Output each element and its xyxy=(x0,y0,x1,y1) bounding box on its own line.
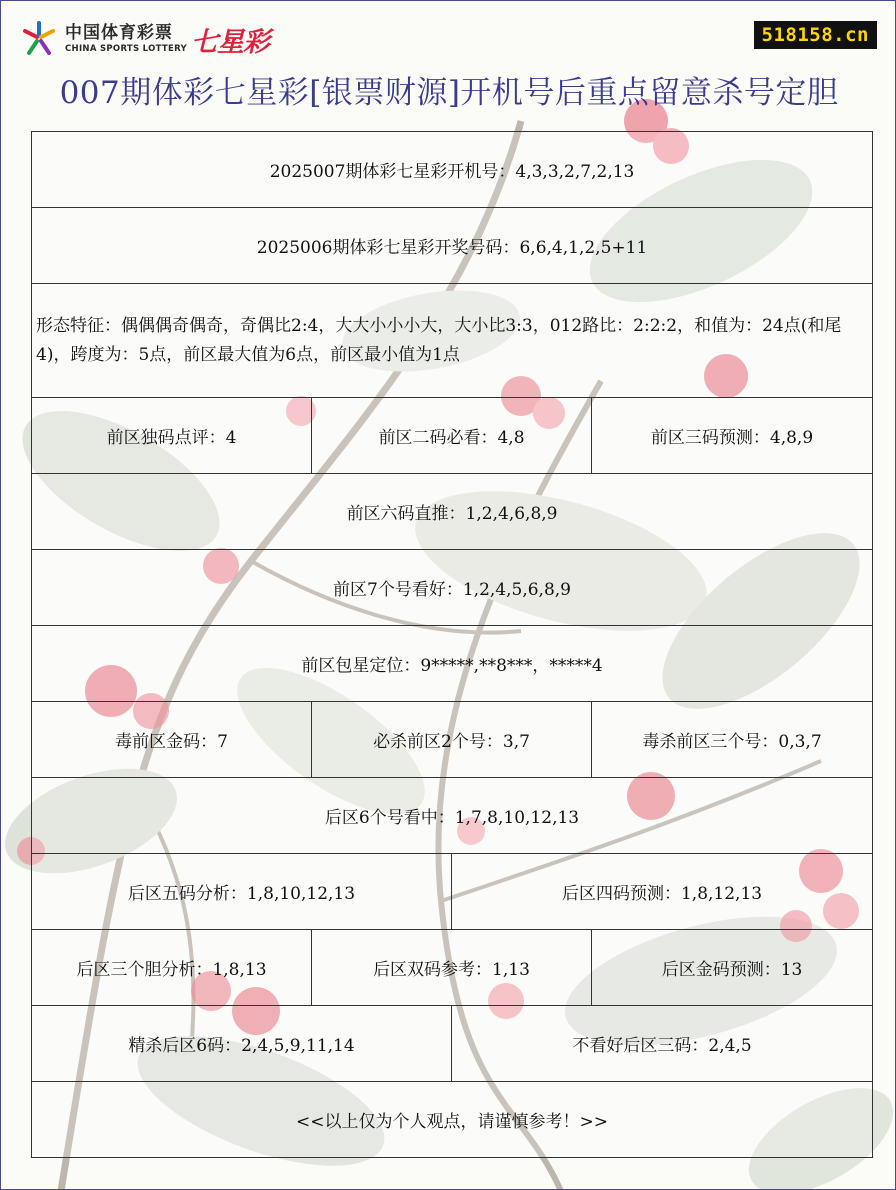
draw-number-cell: 2025006期体彩七星彩开奖号码：6,6,4,1,2,5+11 xyxy=(32,208,873,284)
table-row xyxy=(32,1006,873,1082)
front-seven-cell: 前区7个号看好：1,2,4,5,6,8,9 xyxy=(32,550,873,626)
table-row xyxy=(32,626,873,702)
table-row xyxy=(32,1082,873,1158)
table-row xyxy=(32,132,873,208)
table-row xyxy=(32,284,873,398)
table-row xyxy=(32,208,873,284)
back-gold-cell: 后区金码预测：13 xyxy=(592,930,873,1006)
front-gold-cell: 毒前区金码：7 xyxy=(32,702,312,778)
page-header xyxy=(1,1,896,121)
front-two-cell: 前区二码必看：4,8 xyxy=(312,398,592,474)
table-row xyxy=(32,854,873,930)
lottery-star-icon xyxy=(19,19,59,59)
china-sports-lottery-logo xyxy=(19,19,269,59)
table-row xyxy=(32,474,873,550)
back-three-dan-cell: 后区三个胆分析：1,8,13 xyxy=(32,930,312,1006)
table-row xyxy=(32,398,873,474)
back-six-cell: 后区6个号看中：1,7,8,10,12,13 xyxy=(32,778,873,854)
open-number-cell: 2025007期体彩七星彩开机号：4,3,3,2,7,2,13 xyxy=(32,132,873,208)
features-cell: 形态特征：偶偶偶奇偶奇，奇偶比2:4，大大小小小大，大小比3:3，012路比：2:2:2，和值为：24点(和尾4)，跨度为：5点，前区最大值为6点，前区最小值为1点 xyxy=(32,284,873,398)
table-row xyxy=(32,550,873,626)
front-position-cell: 前区包星定位：9*****,**8***，*****4 xyxy=(32,626,873,702)
back-not-three-cell: 不看好后区三码：2,4,5 xyxy=(452,1006,873,1082)
back-five-cell: 后区五码分析：1,8,10,12,13 xyxy=(32,854,452,930)
front-three-cell: 前区三码预测：4,8,9 xyxy=(592,398,873,474)
back-kill-six-cell: 精杀后区6码：2,4,5,9,11,14 xyxy=(32,1006,452,1082)
back-four-cell: 后区四码预测：1,8,12,13 xyxy=(452,854,873,930)
prediction-table xyxy=(31,131,873,1158)
site-badge[interactable]: 518158.cn xyxy=(754,21,877,49)
logo-chinese-text: 中国体育彩票 xyxy=(65,22,173,43)
front-kill-two-cell: 必杀前区2个号：3,7 xyxy=(312,702,592,778)
logo-english-text: CHINA SPORTS LOTTERY xyxy=(65,43,187,54)
front-six-cell: 前区六码直推：1,2,4,6,8,9 xyxy=(32,474,873,550)
qixingcai-brand: 七星彩 xyxy=(190,26,269,58)
disclaimer-cell: <<以上仅为个人观点，请谨慎参考！>> xyxy=(32,1082,873,1158)
back-double-cell: 后区双码参考：1,13 xyxy=(312,930,592,1006)
front-kill-three-cell: 毒杀前区三个号：0,3,7 xyxy=(592,702,873,778)
table-row xyxy=(32,930,873,1006)
page-title: 007期体彩七星彩[银票财源]开机号后重点留意杀号定胆 xyxy=(59,75,839,111)
table-row xyxy=(32,702,873,778)
front-single-cell: 前区独码点评：4 xyxy=(32,398,312,474)
table-row xyxy=(32,778,873,854)
